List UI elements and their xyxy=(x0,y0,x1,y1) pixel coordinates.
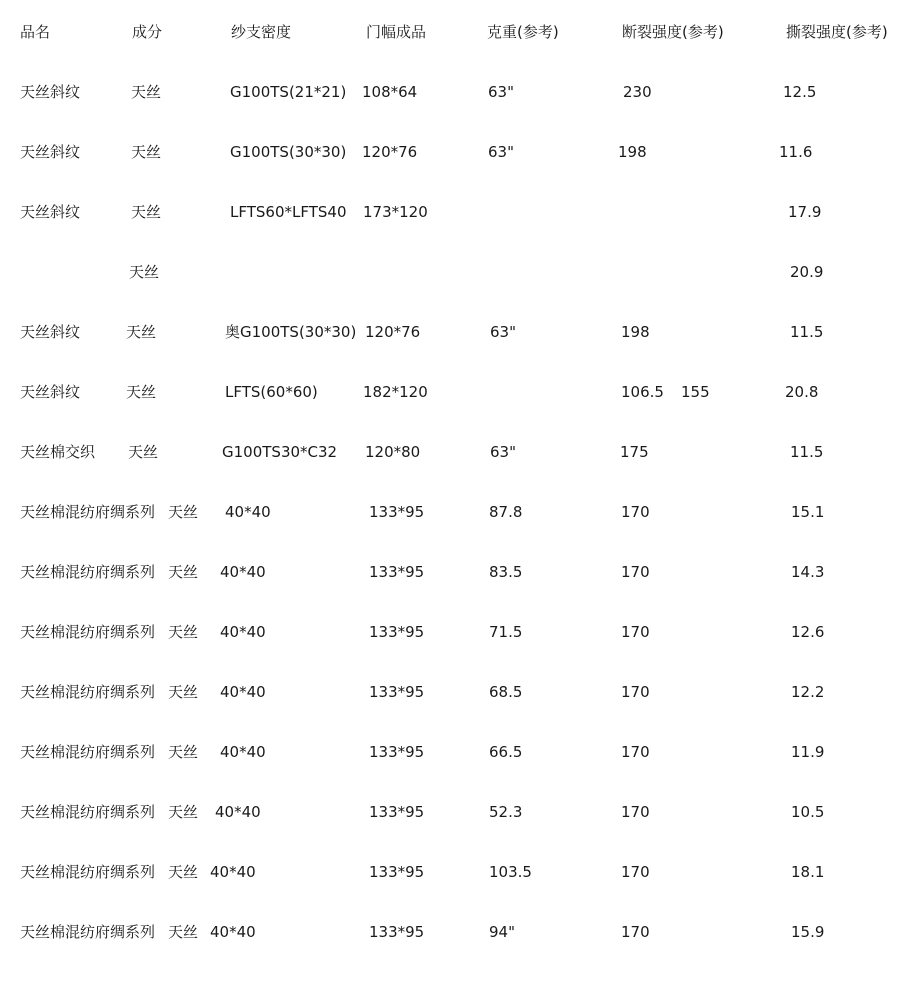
cell-weight: 68.5 xyxy=(489,683,523,701)
cell-name: 天丝棉混纺府绸系列 xyxy=(20,923,156,941)
cell-tear-strength: 11.5 xyxy=(790,323,824,341)
cell-width: 108*64 xyxy=(362,83,418,101)
cell-name: 天丝斜纹 xyxy=(20,323,81,341)
cell-composition: 天丝 xyxy=(168,563,199,581)
cell-breaking-strength: 170 xyxy=(621,683,650,701)
cell-name: 天丝棉混纺府绸系列 xyxy=(20,683,156,701)
cell-weight: 63" xyxy=(488,143,514,161)
cell-yarn-density: LFTS(60*60) xyxy=(225,383,318,401)
cell-composition: 天丝 xyxy=(168,863,199,881)
cell-yarn-density: 40*40 xyxy=(220,683,266,701)
cell-name: 天丝棉混纺府绸系列 xyxy=(20,803,156,821)
cell-name: 天丝棉交织 xyxy=(20,443,96,461)
cell-yarn-density: 40*40 xyxy=(215,803,261,821)
cell-weight: 87.8 xyxy=(489,503,523,521)
cell-tear-strength: 17.9 xyxy=(788,203,822,221)
col-header-yarn-density: 纱支密度 xyxy=(231,23,292,41)
cell-composition: 天丝 xyxy=(129,263,160,281)
cell-weight: 63" xyxy=(490,443,516,461)
cell-tear-strength: 15.9 xyxy=(791,923,825,941)
cell-breaking-strength: 170 xyxy=(621,923,650,941)
cell-weight: 52.3 xyxy=(489,803,523,821)
cell-composition: 天丝 xyxy=(168,803,199,821)
cell-name: 天丝棉混纺府绸系列 xyxy=(20,743,156,761)
cell-tear-strength: 20.8 xyxy=(785,383,819,401)
cell-width: 133*95 xyxy=(369,923,425,941)
col-header-weight: 克重(参考) xyxy=(487,23,559,41)
cell-yarn-density: 40*40 xyxy=(220,623,266,641)
cell-width: 133*95 xyxy=(369,803,425,821)
cell-name: 天丝斜纹 xyxy=(20,143,81,161)
cell-yarn-density: 40*40 xyxy=(220,563,266,581)
cell-weight: 94" xyxy=(489,923,515,941)
cell-tear-strength: 20.9 xyxy=(790,263,824,281)
cell-width: 133*95 xyxy=(369,563,425,581)
cell-name: 天丝棉混纺府绸系列 xyxy=(20,623,156,641)
cell-composition: 天丝 xyxy=(168,923,199,941)
cell-yarn-density: G100TS(21*21) xyxy=(230,83,347,101)
cell-composition: 天丝 xyxy=(128,443,159,461)
cell-breaking-strength: 170 xyxy=(621,503,650,521)
cell-yarn-density: LFTS60*LFTS40 xyxy=(230,203,347,221)
col-header-width: 门幅成品 xyxy=(366,23,427,41)
cell-composition: 天丝 xyxy=(168,683,199,701)
cell-yarn-density: 40*40 xyxy=(225,503,271,521)
cell-width: 133*95 xyxy=(369,623,425,641)
cell-breaking-strength: 198 xyxy=(618,143,647,161)
cell-yarn-density: 40*40 xyxy=(210,923,256,941)
cell-tear-strength: 15.1 xyxy=(791,503,825,521)
cell-composition: 天丝 xyxy=(126,323,157,341)
cell-tear-strength: 12.5 xyxy=(783,83,817,101)
cell-composition: 天丝 xyxy=(168,623,199,641)
cell-yarn-density: G100TS(30*30) xyxy=(230,143,347,161)
col-header-tear-strength: 撕裂强度(参考) xyxy=(786,23,888,41)
cell-tear-strength: 12.2 xyxy=(791,683,825,701)
cell-breaking-strength: 170 xyxy=(621,803,650,821)
cell-breaking-strength: 170 xyxy=(621,863,650,881)
cell-weight: 71.5 xyxy=(489,623,523,641)
cell-composition: 天丝 xyxy=(126,383,157,401)
cell-breaking-strength: 230 xyxy=(623,83,652,101)
cell-width: 120*80 xyxy=(365,443,421,461)
cell-yarn-density: 奥G100TS(30*30) xyxy=(225,323,357,341)
cell-breaking-strength: 170 xyxy=(621,623,650,641)
cell-yarn-density: 40*40 xyxy=(210,863,256,881)
cell-width: 182*120 xyxy=(363,383,428,401)
cell-breaking-strength: 170 xyxy=(621,743,650,761)
cell-width: 120*76 xyxy=(362,143,418,161)
cell-weight: 66.5 xyxy=(489,743,523,761)
col-header-name: 品名 xyxy=(20,23,51,41)
cell-width: 133*95 xyxy=(369,683,425,701)
cell-width: 133*95 xyxy=(369,863,425,881)
cell-name: 天丝斜纹 xyxy=(20,203,81,221)
cell-tear-strength: 12.6 xyxy=(791,623,825,641)
cell-name: 天丝棉混纺府绸系列 xyxy=(20,863,156,881)
cell-yarn-density: G100TS30*C32 xyxy=(222,443,338,461)
cell-name: 天丝棉混纺府绸系列 xyxy=(20,503,156,521)
cell-tear-strength: 11.9 xyxy=(791,743,825,761)
cell-breaking-strength: 106.5 xyxy=(621,383,664,401)
cell-breaking-strength: 198 xyxy=(621,323,650,341)
cell-width: 120*76 xyxy=(365,323,421,341)
cell-composition: 天丝 xyxy=(168,743,199,761)
cell-composition: 天丝 xyxy=(131,203,162,221)
cell-tear-strength: 11.6 xyxy=(779,143,813,161)
cell-tear-strength: 18.1 xyxy=(791,863,825,881)
col-header-composition: 成分 xyxy=(132,23,163,41)
cell-width: 173*120 xyxy=(363,203,428,221)
cell-composition: 天丝 xyxy=(131,83,162,101)
cell-composition: 天丝 xyxy=(168,503,199,521)
cell-weight: 103.5 xyxy=(489,863,532,881)
cell-tear-strength: 11.5 xyxy=(790,443,824,461)
col-header-breaking-strength: 断裂强度(参考) xyxy=(622,23,724,41)
cell-yarn-density: 40*40 xyxy=(220,743,266,761)
cell-weight: 63" xyxy=(488,83,514,101)
cell-name: 天丝斜纹 xyxy=(20,383,81,401)
cell-width: 133*95 xyxy=(369,503,425,521)
cell-tear-strength: 14.3 xyxy=(791,563,825,581)
cell-name: 天丝斜纹 xyxy=(20,83,81,101)
cell-composition: 天丝 xyxy=(131,143,162,161)
cell-breaking-strength: 170 xyxy=(621,563,650,581)
cell-width: 133*95 xyxy=(369,743,425,761)
cell-weight: 83.5 xyxy=(489,563,523,581)
cell-name: 天丝棉混纺府绸系列 xyxy=(20,563,156,581)
cell-breaking-strength: 175 xyxy=(620,443,649,461)
cell-tear-strength: 10.5 xyxy=(791,803,825,821)
cell-breaking-strength-2: 155 xyxy=(681,383,710,401)
cell-weight: 63" xyxy=(490,323,516,341)
